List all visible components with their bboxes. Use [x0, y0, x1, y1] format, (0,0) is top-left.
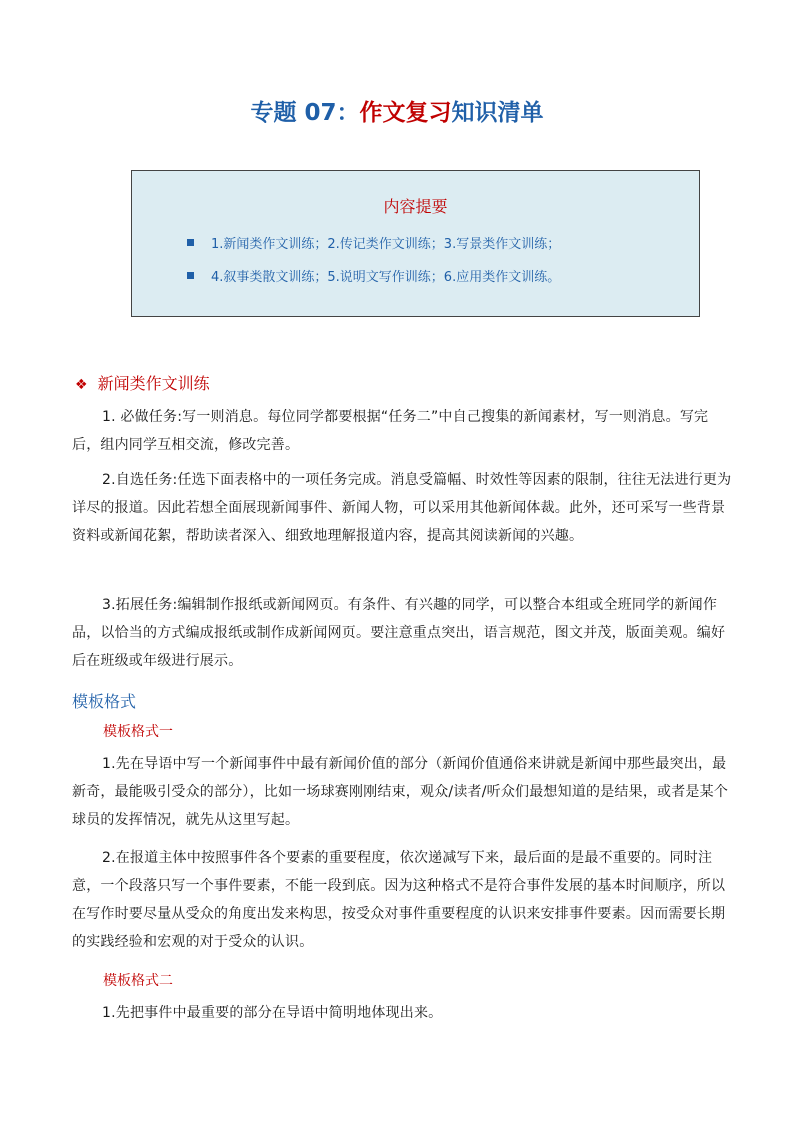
paragraph: 2.在报道主体中按照事件各个要素的重要程度，依次递减写下来，最后面的是最不重要的。同时注意，一个段落只写一个事件要素，不能一段到底。因为这种格式不是符合事件发展的基本时间顺序，所以在写作时要尽量从受众的角度出发来构思，按受众对事件重要程度的认识来安排事件要素。因而需要长期的实践经验和宏观的对于受众的认识。	[72, 850, 726, 950]
page-title	[0, 96, 794, 130]
paragraph: 1. 必做任务:写一则消息。每位同学都要根据“任务二”中自己搜集的新闻素材，写一则消息。写完后，组内同学互相交流，修改完善。	[72, 409, 709, 453]
paragraph: 1.先在导语中写一个新闻事件中最有新闻价值的部分（新闻价值通俗来讲就是新闻中那些最突出，最新奇，最能吸引受众的部分），比如一场球赛刚刚结束，观众/读者/听众们最想知道的是结果，或者是某个球员的发挥情况，就先从这里写起。	[72, 756, 729, 828]
summary-item	[187, 233, 560, 252]
summary-heading: 内容提要	[383, 197, 448, 216]
title-part-1: 专题 07：	[250, 100, 360, 126]
paragraph: 1.先把事件中最重要的部分在导语中简明地体现出来。	[102, 1005, 443, 1021]
content-summary-box	[131, 170, 700, 317]
square-bullet-icon	[187, 239, 194, 246]
diamond-bullet-icon: ❖	[75, 377, 88, 393]
square-bullet-icon	[187, 272, 194, 279]
section-heading-news	[75, 371, 210, 394]
template-format-2-heading: 模板格式二	[103, 973, 173, 989]
template-heading: 模板格式	[72, 692, 137, 711]
summary-item-text: 1.新闻类作文训练；2.传记类作文训练；3.写景类作文训练；	[211, 237, 561, 252]
summary-item	[187, 266, 560, 285]
paragraph: 2.自选任务:任选下面表格中的一项任务完成。消息受篇幅、时效性等因素的限制，往往无法进行更为详尽的报道。因此若想全面展现新闻事件、新闻人物，可以采用其他新闻体裁。此外，还可采写一些背景资料或新闻花絮，帮助读者深入、细致地理解报道内容，提高其阅读新闻的兴趣。	[72, 472, 732, 544]
summary-item-text: 4.叙事类散文训练；5.说明文写作训练；6.应用类作文训练。	[211, 270, 561, 285]
section-heading-text: 新闻类作文训练	[97, 374, 210, 393]
template-format-1-heading: 模板格式一	[103, 724, 173, 740]
title-part-2: 作文复习	[359, 100, 452, 126]
paragraph: 3.拓展任务:编辑制作报纸或新闻网页。有条件、有兴趣的同学，可以整合本组或全班同学的新闻作品，以恰当的方式编成报纸或制作成新闻网页。要注意重点突出，语言规范，图文并茂，版面美观。编好后在班级或年级进行展示。	[72, 597, 726, 669]
title-part-3: 知识清单	[451, 100, 544, 126]
